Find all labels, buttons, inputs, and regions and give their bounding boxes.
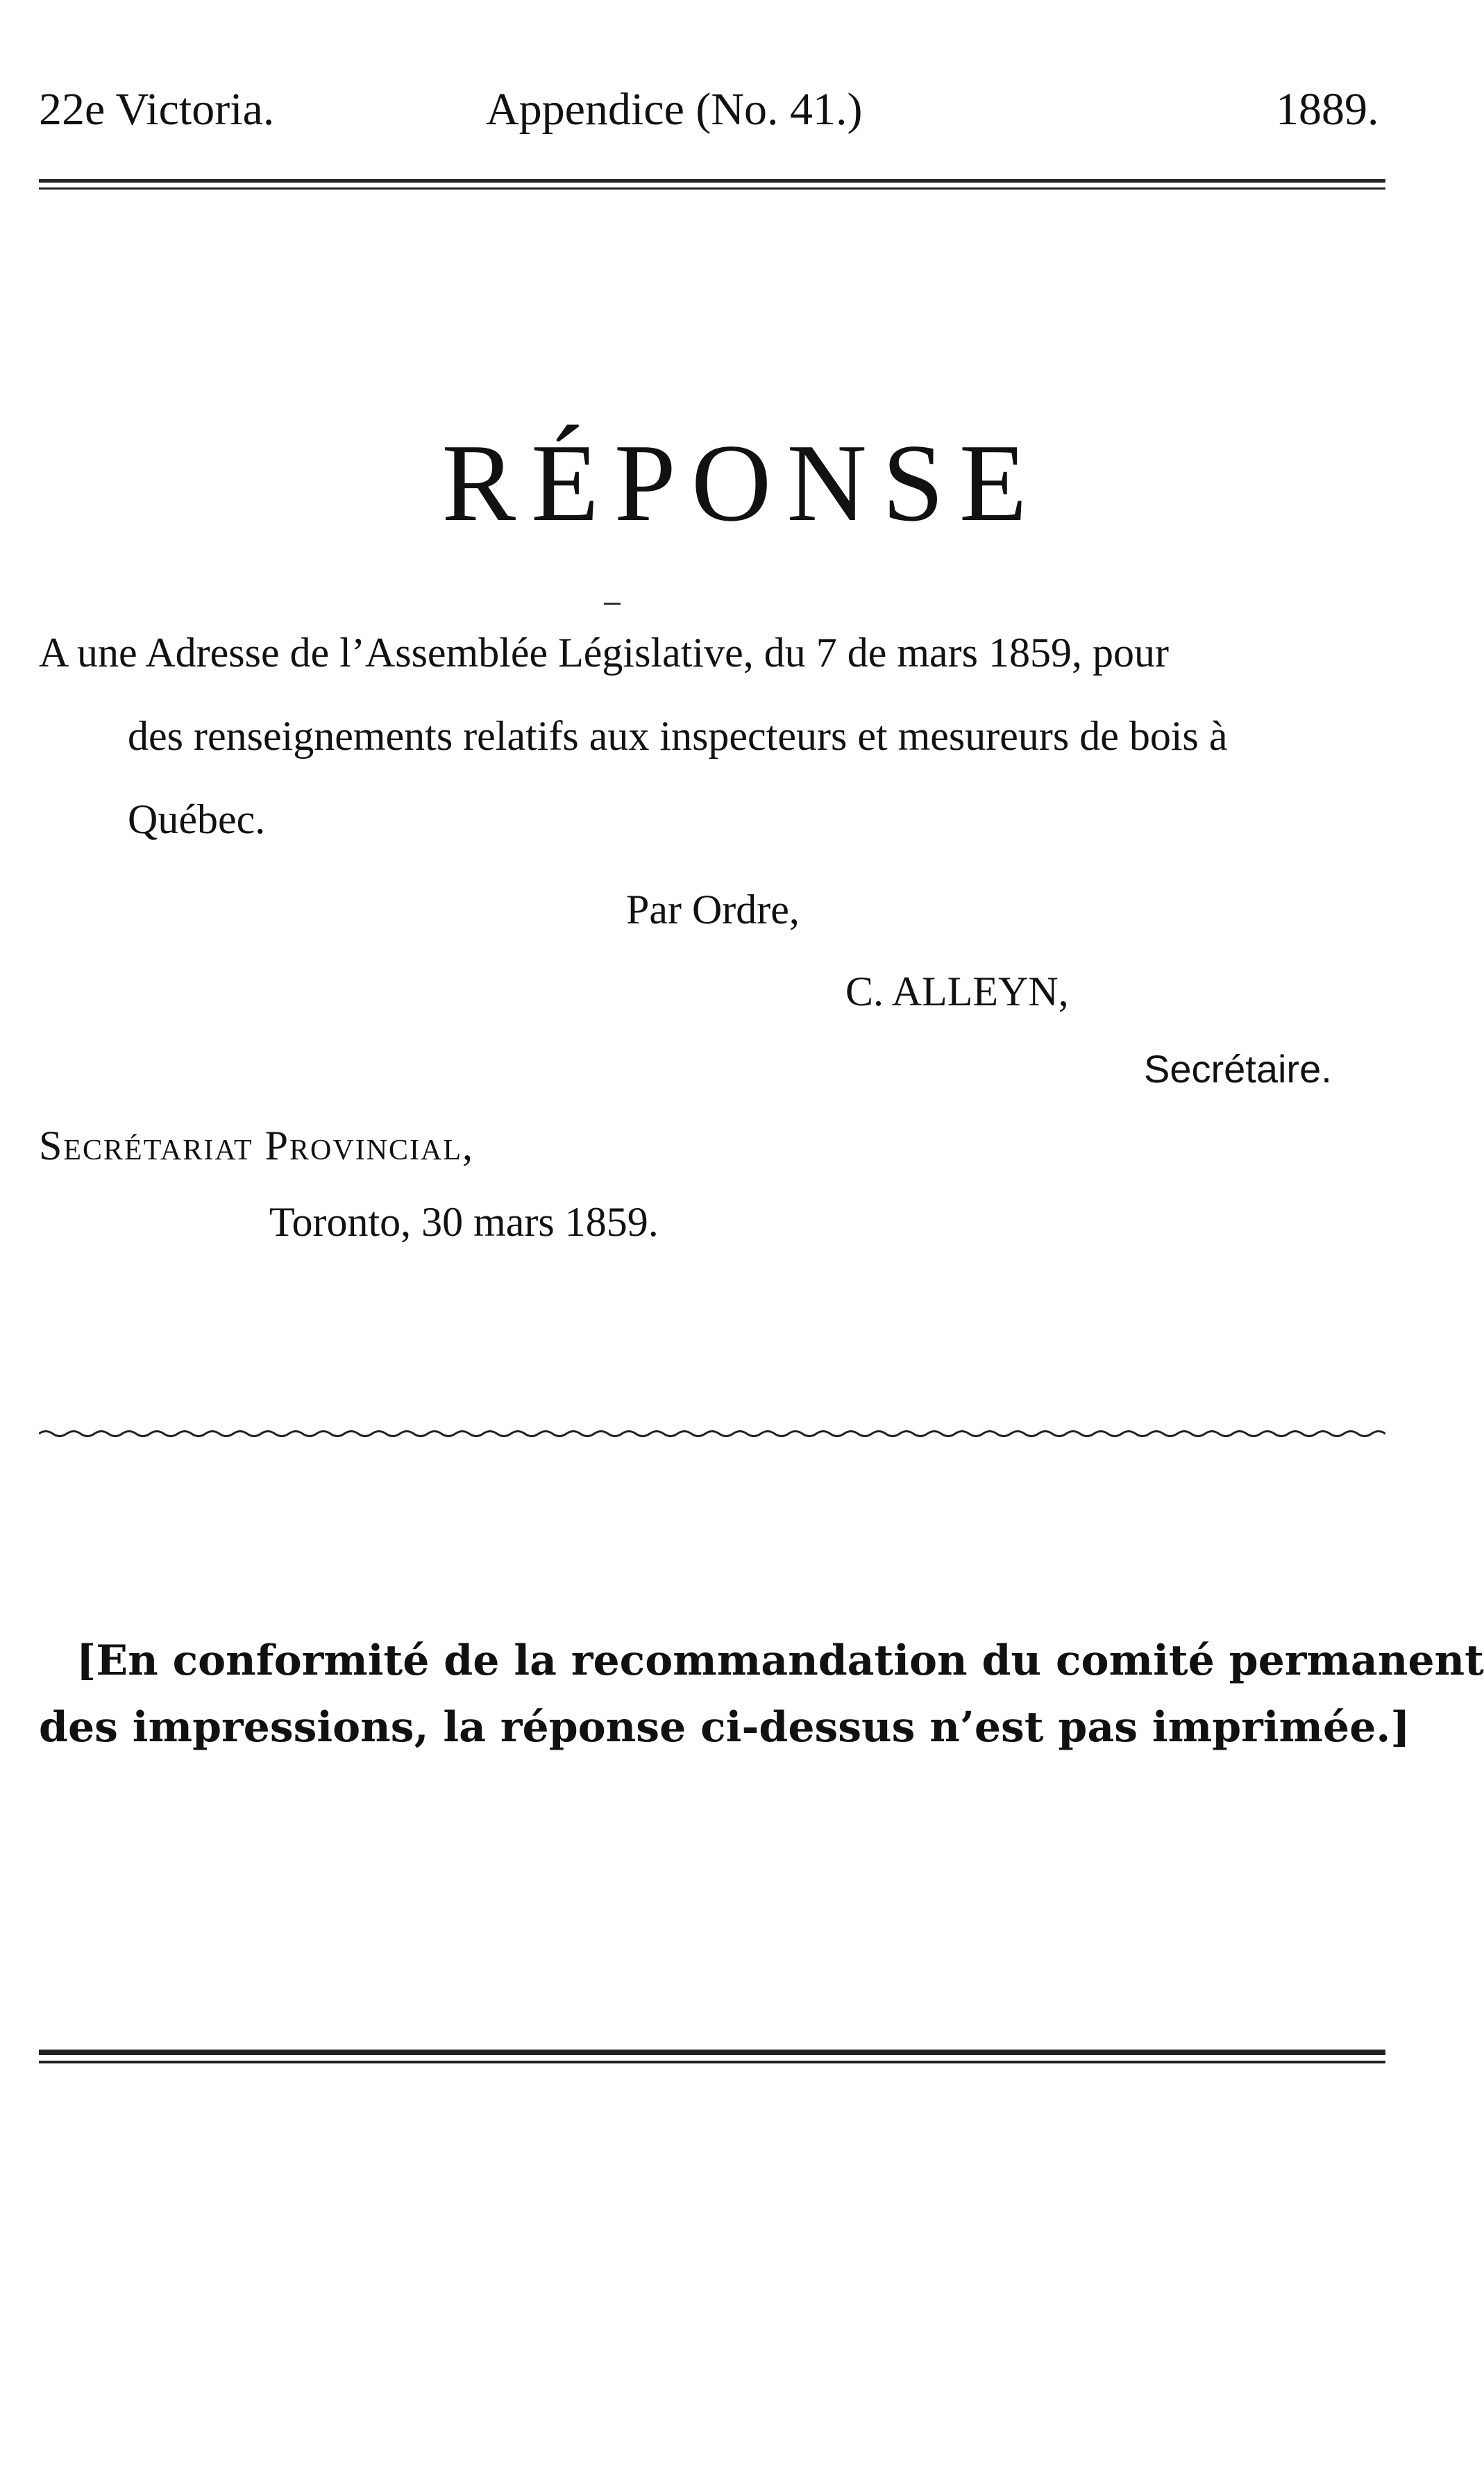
wavy-line — [39, 1432, 1385, 1436]
note-line: des impressions, la réponse ci-dessus n’est pas imprimée.] — [39, 1703, 1410, 1752]
footer-rule — [39, 2050, 1385, 2055]
address-line: des renseignements relatifs aux inspecteurs et mesureurs de bois à — [128, 713, 1228, 759]
address-line: A une Adresse de l’Assemblée Législative, du 7 de mars 1859, pour — [39, 630, 1169, 676]
header-year: 1889. — [1276, 84, 1379, 135]
office-name: Secrétariat Provincial, — [39, 1123, 475, 1168]
header-rule-secondary — [39, 187, 1385, 190]
header-session: 22e Victoria. — [39, 84, 275, 135]
note-line: [En conformité de la recommandation du comité permanent — [76, 1636, 1484, 1685]
page-title: RÉPONSE — [441, 421, 1043, 544]
title-dash — [604, 603, 621, 605]
order-text: Par Ordre, — [626, 887, 800, 932]
place-date: Toronto, 30 mars 1859. — [269, 1199, 659, 1245]
header-rule — [39, 179, 1385, 183]
footer-rule-secondary — [39, 2061, 1385, 2063]
wavy-divider — [39, 1423, 1385, 1444]
signatory-title: Secrétaire. — [1144, 1047, 1332, 1091]
address-line: Québec. — [128, 796, 266, 842]
signatory-name: C. ALLEYN, — [845, 969, 1069, 1014]
header-appendix: Appendice (No. 41.) — [486, 84, 863, 135]
